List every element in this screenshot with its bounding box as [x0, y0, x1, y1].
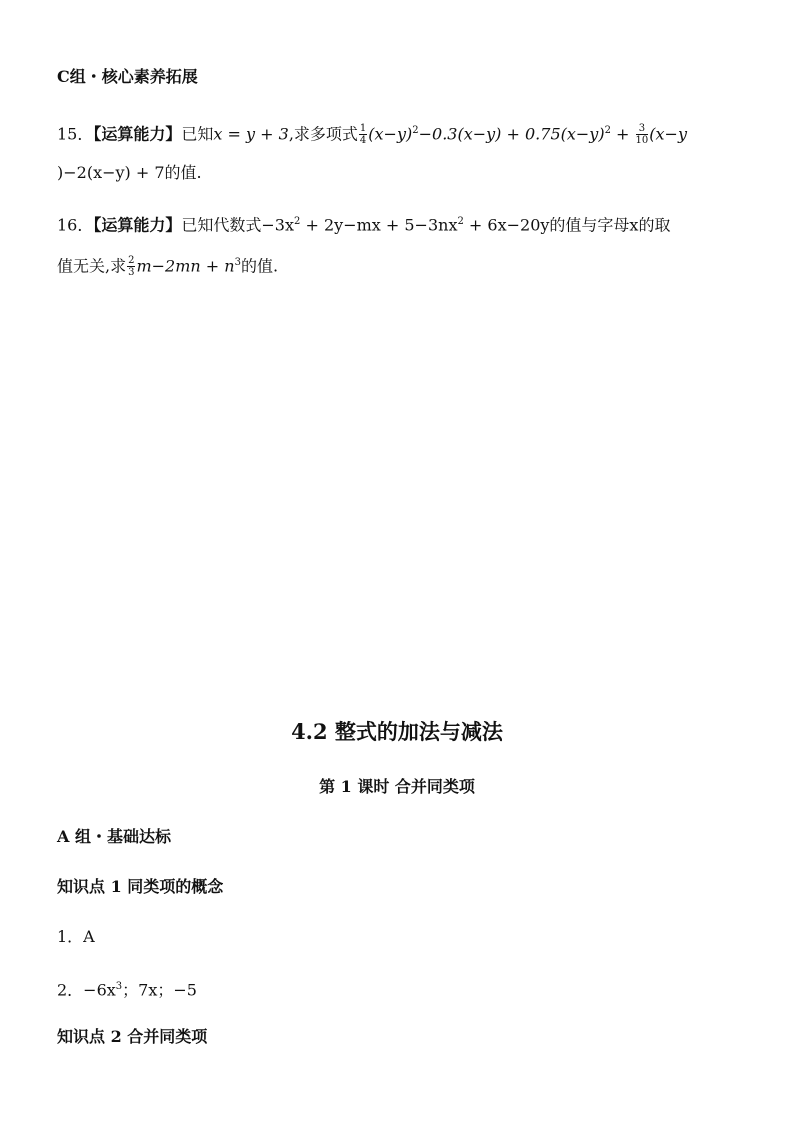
lesson-title: 第 1 课时 合并同类项: [319, 777, 475, 796]
knowledge-point-1: 知识点 1 同类项的概念: [57, 877, 224, 896]
answer-1: 1．A: [57, 927, 95, 946]
knowledge-point-2: 知识点 2 合并同类项: [57, 1027, 208, 1046]
q15-tag: 【运算能力】: [93, 124, 182, 144]
q15-text-a: 已知: [181, 124, 214, 144]
q15-text-b: ,求多项式: [288, 124, 358, 144]
q15-term-2: −0.3(x−y) + 0.75(x−y): [418, 124, 605, 144]
group-c-heading: C组・核心素养拓展: [57, 67, 198, 86]
q16-fraction: $\frac{2}{3}$: [128, 255, 135, 279]
answer-2: 2．$-6x^3$；7x；−5: [57, 980, 197, 1000]
q15-number: 15．: [57, 124, 94, 144]
q15-term-3: (x−y: [649, 124, 687, 144]
q15-condition: x = y + 3: [213, 124, 289, 144]
q15-fraction-2: $\frac{3}{10}$: [635, 123, 649, 147]
q15-fraction-1: $\frac{1}{4}$: [359, 123, 367, 147]
group-a-heading: A 组・基础达标: [57, 827, 171, 846]
question-15-line-2: )−2(x−y) + 7的值.: [57, 163, 202, 182]
q16-tag: 【运算能力】: [93, 215, 182, 235]
q16-number: 16．: [57, 215, 94, 235]
question-16-line-1: 16．【运算能力】已知代数式$-3x^2 + 2y-mx + 5-3nx^2 + 6x-20y$的值与字母x的取: [57, 215, 671, 235]
question-16-line-2: 值无关,求 $\frac{2}{3}$ $m-2mn + n^3$的值.: [57, 255, 279, 279]
section-title: 4.2 整式的加法与减法: [291, 719, 503, 744]
q15-term-1: (x−y): [368, 124, 413, 144]
question-15-line-1: 15．【运算能力】已知x = y + 3,求多项式 $\frac{1}{4}$ $(x-y)^2-0.3(x-y) + 0.75(x-y)^2$ + $\frac{3}{10}$ (x−y: [57, 123, 687, 147]
